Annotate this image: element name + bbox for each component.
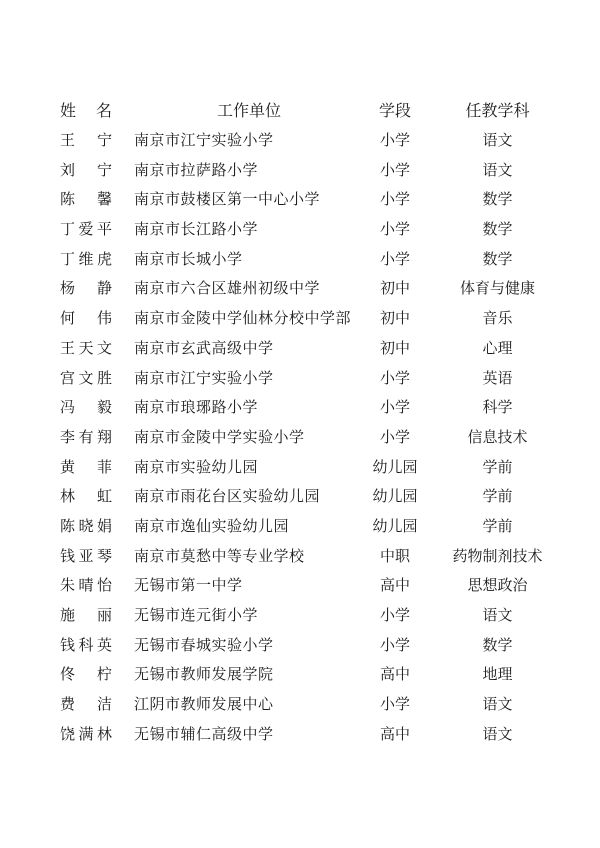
work-unit: 南京市金陵中学仙林分校中学部: [134, 309, 352, 328]
teacher-name: 费洁: [60, 695, 112, 714]
work-unit: 南京市琅琊路小学: [134, 398, 259, 417]
teaching-subject: 数学: [482, 249, 513, 268]
teacher-name: 丁爱平: [60, 220, 112, 239]
teaching-subject: 药物制剂技术: [452, 546, 543, 565]
school-stage: 小学: [379, 368, 410, 387]
school-stage: 高中: [379, 576, 410, 595]
table-row: [0, 512, 600, 542]
school-stage: 小学: [379, 398, 410, 417]
school-stage: 小学: [379, 635, 410, 654]
work-unit: 南京市长城小学: [134, 249, 243, 268]
work-unit: 南京市江宁实验小学: [134, 131, 274, 149]
teacher-name: 丁维虎: [60, 249, 112, 268]
school-stage: 幼儿园: [372, 487, 418, 506]
work-unit: 南京市鼓楼区第一中心小学: [134, 190, 321, 209]
work-unit: 南京市逸仙实验幼儿园: [134, 516, 290, 535]
teaching-subject: 语文: [482, 695, 513, 714]
work-unit: 无锡市教师发展学院: [134, 665, 274, 684]
teacher-name: 朱晴怡: [60, 576, 112, 595]
table-row: [0, 156, 600, 186]
work-unit: 南京市莫愁中等专业学校: [134, 546, 305, 565]
table-body: [0, 126, 600, 749]
teaching-subject: 语文: [482, 724, 513, 743]
teacher-name: 饶满林: [60, 724, 112, 743]
school-stage: 初中: [379, 338, 410, 357]
teacher-name: 何伟: [60, 309, 112, 328]
table-row: [0, 720, 600, 750]
teacher-name: 宫文胜: [60, 368, 112, 387]
school-stage: 小学: [379, 190, 410, 209]
table-row: [0, 660, 600, 690]
teaching-subject: 语文: [482, 160, 513, 179]
table-row: [0, 542, 600, 572]
teaching-subject: 数学: [482, 220, 513, 239]
teaching-subject: 学前: [482, 487, 513, 506]
teaching-subject: 学前: [482, 457, 513, 476]
teacher-name: 王宁: [60, 131, 112, 149]
teaching-subject: 英语: [482, 368, 513, 387]
work-unit: 南京市雨花台区实验幼儿园: [134, 487, 321, 506]
table-row: [0, 215, 600, 245]
table-row: [0, 334, 600, 364]
table-row: [0, 453, 600, 483]
school-stage: 小学: [379, 427, 410, 446]
teaching-subject: 语文: [482, 606, 513, 624]
table-header-row: [0, 96, 600, 126]
school-stage: 小学: [379, 131, 410, 149]
teacher-name: 刘宁: [60, 160, 112, 179]
school-stage: 初中: [379, 309, 410, 328]
school-stage: 初中: [379, 279, 410, 298]
school-stage: 幼儿园: [372, 516, 418, 535]
table-row: [0, 185, 600, 215]
school-stage: 中职: [379, 546, 410, 565]
header-stage: 学段: [378, 101, 411, 120]
teacher-name: 王天文: [60, 338, 112, 357]
school-stage: 小学: [379, 220, 410, 239]
teaching-subject: 信息技术: [467, 427, 528, 446]
teaching-subject: 学前: [482, 516, 513, 535]
table-row: [0, 274, 600, 304]
teaching-subject: 体育与健康: [459, 279, 535, 298]
table-row: [0, 690, 600, 720]
table-row: [0, 423, 600, 453]
table-row: [0, 245, 600, 275]
work-unit: 无锡市辅仁高级中学: [134, 724, 274, 743]
work-unit: 南京市江宁实验小学: [134, 368, 274, 387]
table-row: [0, 304, 600, 334]
table-row: [0, 571, 600, 601]
teacher-name: 施丽: [60, 606, 112, 624]
teaching-subject: 思想政治: [467, 576, 528, 595]
table-row: [0, 126, 600, 156]
teacher-name: 陈馨: [60, 190, 112, 209]
work-unit: 无锡市春城实验小学: [134, 635, 274, 654]
teacher-name: 冯毅: [60, 398, 112, 417]
table-row: [0, 393, 600, 423]
header-unit: 工作单位: [216, 101, 281, 120]
school-stage: 小学: [379, 160, 410, 179]
work-unit: 南京市六合区雄州初级中学: [134, 279, 321, 298]
school-stage: 小学: [379, 606, 410, 624]
teacher-name: 杨静: [60, 279, 112, 298]
table-row: [0, 631, 600, 661]
work-unit: 南京市实验幼儿园: [134, 457, 259, 476]
teacher-name: 李有翔: [60, 427, 112, 446]
teaching-subject: 心理: [482, 338, 513, 357]
header-name: 姓名: [60, 101, 112, 120]
school-stage: 高中: [379, 665, 410, 684]
table-row: [0, 364, 600, 394]
work-unit: 南京市长江路小学: [134, 220, 259, 239]
work-unit: 无锡市连元街小学: [134, 606, 259, 624]
school-stage: 小学: [379, 249, 410, 268]
school-stage: 高中: [379, 724, 410, 743]
teaching-subject: 数学: [482, 190, 513, 209]
teacher-name: 林虹: [60, 487, 112, 506]
teacher-name: 佟柠: [60, 665, 112, 684]
work-unit: 江阴市教师发展中心: [134, 695, 274, 714]
table-row: [0, 482, 600, 512]
school-stage: 幼儿园: [372, 457, 418, 476]
teacher-name: 钱亚琴: [60, 546, 112, 565]
teaching-subject: 语文: [482, 131, 513, 149]
teacher-roster-table: [0, 96, 600, 749]
teacher-name: 陈晓娟: [60, 516, 112, 535]
table-row: [0, 601, 600, 631]
work-unit: 南京市玄武高级中学: [134, 338, 274, 357]
work-unit: 南京市金陵中学实验小学: [134, 427, 305, 446]
teaching-subject: 音乐: [482, 309, 513, 328]
teaching-subject: 科学: [482, 398, 513, 417]
teacher-name: 钱科英: [60, 635, 112, 654]
school-stage: 小学: [379, 695, 410, 714]
header-subject: 任教学科: [465, 101, 530, 120]
work-unit: 南京市拉萨路小学: [134, 160, 259, 179]
teaching-subject: 地理: [482, 665, 513, 684]
teacher-name: 黄菲: [60, 457, 112, 476]
teaching-subject: 数学: [482, 635, 513, 654]
work-unit: 无锡市第一中学: [134, 576, 243, 595]
